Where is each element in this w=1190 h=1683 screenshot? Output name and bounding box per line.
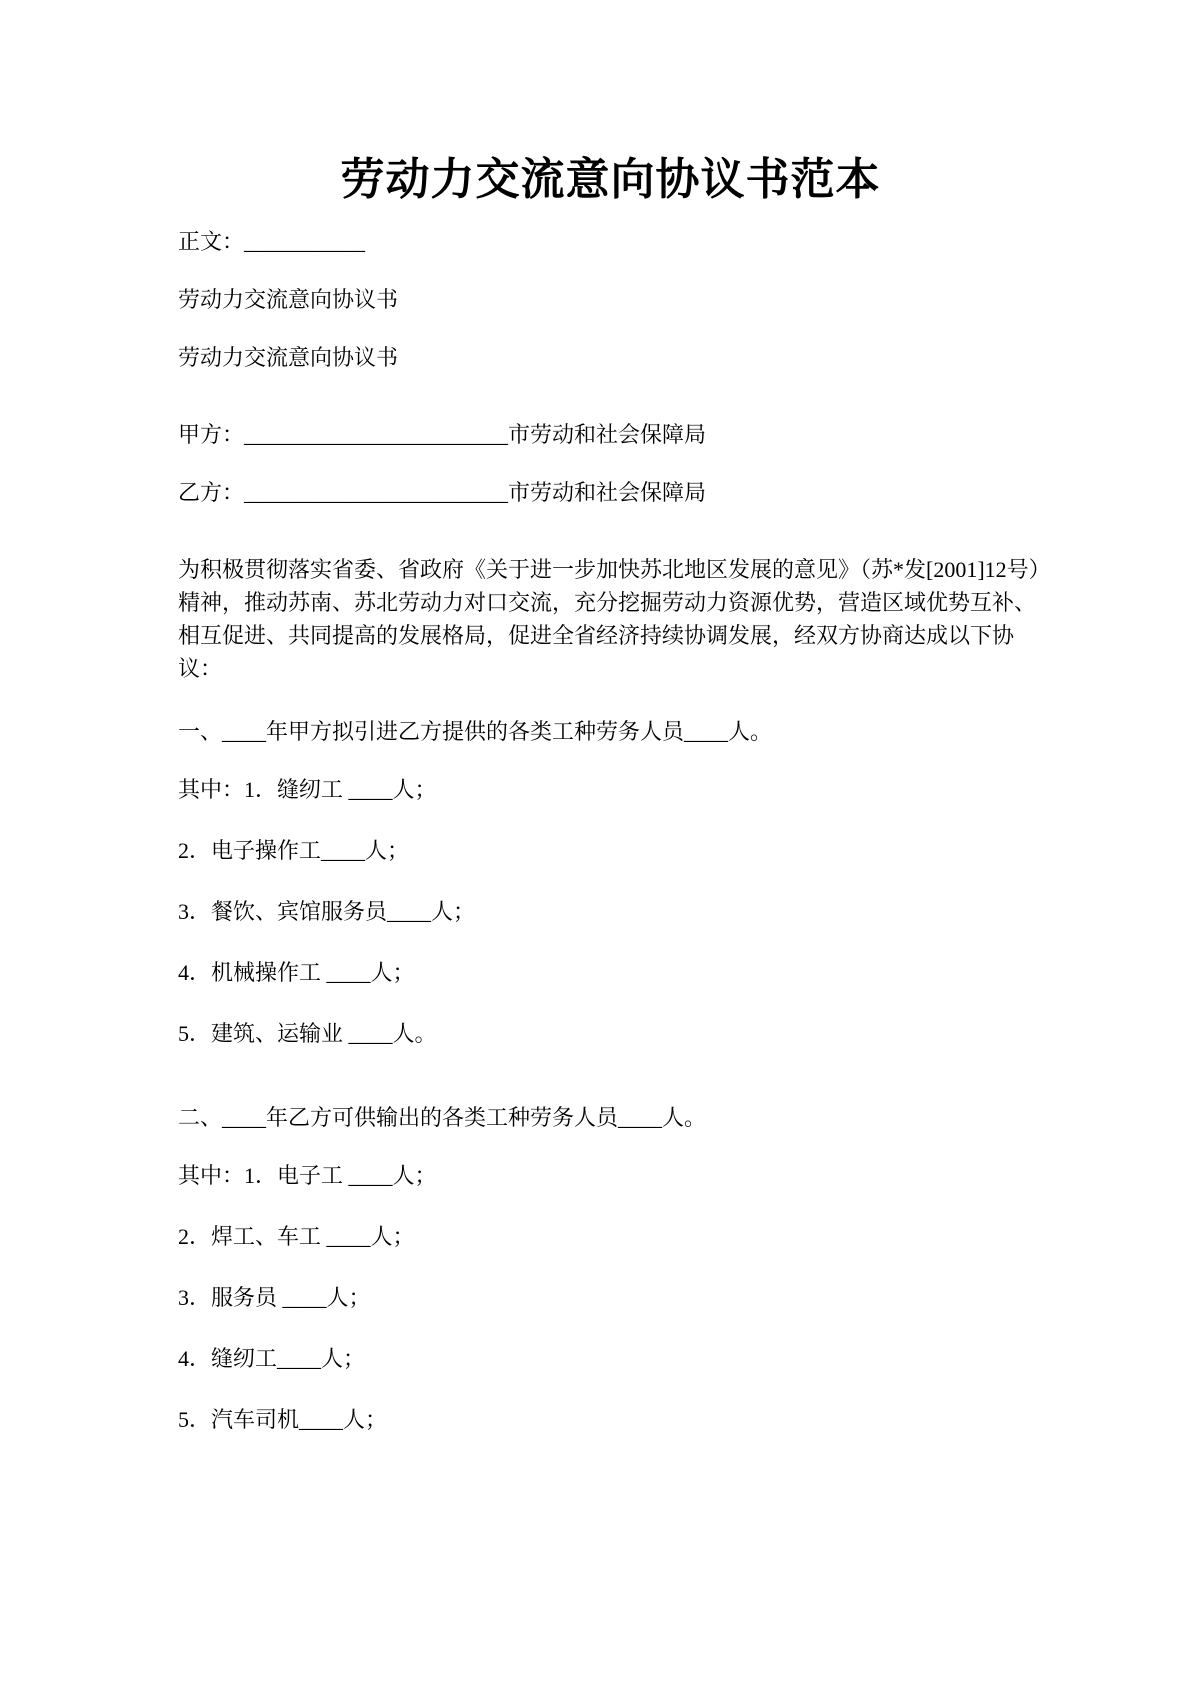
section-1-item-1: 其中：1．缝纫工 ____人； (178, 777, 437, 802)
intro-label: 正文：___________ (178, 229, 366, 254)
document-title: 劳动力交流意向协议书范本 (340, 155, 881, 204)
party-b-line: 乙方：________________________市劳动和社会保障局 (178, 480, 707, 505)
section-1-heading: 一、____年甲方拟引进乙方提供的各类工种劳务人员____人。 (178, 719, 773, 744)
section-2-item-5: 5．汽车司机____人； (178, 1407, 388, 1432)
section-2-item-1: 其中：1．电子工 ____人； (178, 1163, 437, 1188)
section-2-item-4: 4．缝纫工____人； (178, 1346, 366, 1371)
section-2-item-2: 2．焊工、车工 ____人； (178, 1224, 415, 1249)
document-body (178, 225, 1043, 1436)
section-1-item-4: 4．机械操作工 ____人； (178, 960, 415, 985)
section-1-item-2: 2．电子操作工____人； (178, 838, 410, 863)
doc-subtitle-2: 劳动力交流意向协议书 (178, 345, 399, 370)
preamble-paragraph: 为积极贯彻落实省委、省政府《关于进一步加快苏北地区发展的意见》（苏*发[2001]12号）精神，推动苏南、苏北劳动力对口交流，充分挖掘劳动力资源优势，营造区域优势互补、相互促进、共同提高的发展格局，促进全省经济持续协调发展，经双方协商达成以下协议： (178, 557, 1040, 681)
section-2-heading: 二、____年乙方可供输出的各类工种劳务人员____人。 (178, 1105, 707, 1130)
section-1-item-5: 5．建筑、运输业 ____人。 (178, 1021, 437, 1046)
doc-subtitle-1: 劳动力交流意向协议书 (178, 287, 399, 312)
party-a-line: 甲方：________________________市劳动和社会保障局 (178, 422, 707, 447)
section-1-item-3: 3．餐饮、宾馆服务员____人； (178, 899, 476, 924)
section-2-item-3: 3．服务员 ____人； (178, 1285, 371, 1310)
